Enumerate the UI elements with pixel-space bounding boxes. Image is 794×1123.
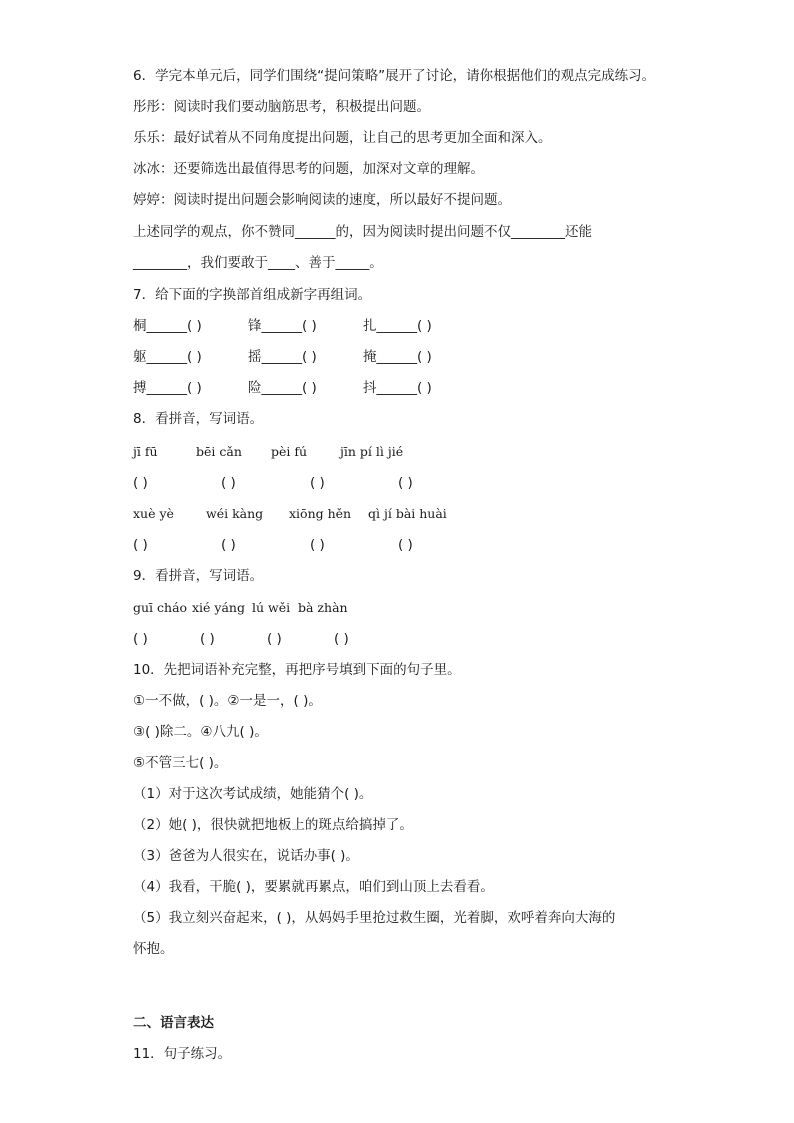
- answer-blank: ( ): [334, 631, 349, 647]
- q7-item: 锋______( ): [248, 318, 317, 334]
- answer-blank: ( ): [133, 631, 148, 647]
- q10-title: 10．先把词语补充完整，再把序号填到下面的句子里。: [133, 662, 461, 678]
- q10-sentence-3: （3）爸爸为人很实在，说话办事( )。: [133, 848, 359, 864]
- answer-blank: ( ): [133, 537, 148, 553]
- q7-title: 7．给下面的字换部首组成新字再组词。: [133, 287, 372, 303]
- answer-blank: ( ): [221, 475, 236, 491]
- q6-fill-line-2: ________，我们要敢于____、善于_____。: [133, 255, 383, 271]
- pinyin-text: qì jí bài huài: [368, 506, 447, 521]
- q7-item: 搏______( ): [133, 380, 202, 396]
- answer-blank: ( ): [310, 537, 325, 553]
- q10-sentence-5-cont: 怀抱。: [133, 941, 174, 957]
- q6-opinion-4: 婷婷：阅读时提出问题会影响阅读的速度，所以最好不提问题。: [133, 192, 511, 208]
- pinyin-text: xiōng hěn: [289, 506, 352, 521]
- q10-sentence-5: （5）我立刻兴奋起来，( )，从妈妈手里抢过救生圈，光着脚，欢呼着奔向大海的: [133, 910, 616, 926]
- pinyin-text: bà zhàn: [298, 600, 348, 615]
- pinyin-text: wéi kàng: [206, 506, 264, 521]
- q8-title: 8．看拼音，写词语。: [133, 411, 264, 427]
- pinyin-text: guī cháo: [133, 600, 188, 615]
- q10-idiom-line-2: ③( )除二。④八九( )。: [133, 724, 268, 740]
- pinyin-text: lú wěi: [252, 600, 291, 615]
- q6-fill-line-1: 上述同学的观点，你不赞同______的，因为阅读时提出问题不仅________还能: [133, 224, 592, 240]
- pinyin-text: jī fū: [133, 444, 158, 459]
- pinyin-text: jīn pí lì jié: [340, 444, 404, 459]
- answer-blank: ( ): [221, 537, 236, 553]
- q10-sentence-4: （4）我看，干脆( )，要累就再累点，咱们到山顶上去看看。: [133, 879, 494, 895]
- q6-intro: 6．学完本单元后，同学们围绕“提问策略”展开了讨论，请你根据他们的观点完成练习。: [133, 68, 656, 84]
- answer-blank: ( ): [133, 475, 148, 491]
- q7-item: 掩______( ): [363, 349, 432, 365]
- q7-item: 桐______( ): [133, 318, 202, 334]
- q9-title: 9．看拼音，写词语。: [133, 568, 264, 584]
- q7-item: 扎______( ): [363, 318, 432, 334]
- answer-blank: ( ): [267, 631, 282, 647]
- section-heading: 二、语言表达: [133, 1015, 214, 1031]
- q7-item: 摇______( ): [248, 349, 317, 365]
- q10-sentence-2: （2）她( )，很快就把地板上的斑点给搞掉了。: [133, 817, 413, 833]
- q10-idiom-line-1: ①一不做，( )。②一是一，( )。: [133, 693, 322, 709]
- answer-blank: ( ): [398, 537, 413, 553]
- q11-title: 11．句子练习。: [133, 1046, 232, 1062]
- pinyin-text: bēi cǎn: [196, 444, 242, 459]
- q10-sentence-1: （1）对于这次考试成绩，她能猜个( )。: [133, 786, 373, 802]
- q6-opinion-1: 彤彤：阅读时我们要动脑筋思考，积极提出问题。: [133, 99, 430, 115]
- q7-item: 险______( ): [248, 380, 317, 396]
- pinyin-text: pèi fú: [271, 444, 308, 459]
- q7-item: 抖______( ): [363, 380, 432, 396]
- answer-blank: ( ): [200, 631, 215, 647]
- pinyin-text: xié yáng: [192, 600, 245, 615]
- answer-blank: ( ): [310, 475, 325, 491]
- answer-blank: ( ): [398, 475, 413, 491]
- pinyin-text: xuè yè: [133, 506, 174, 521]
- q6-opinion-3: 冰冰：还要筛选出最值得思考的问题，加深对文章的理解。: [133, 161, 484, 177]
- q10-idiom-line-3: ⑤不管三七( )。: [133, 755, 228, 771]
- q6-opinion-2: 乐乐：最好试着从不同角度提出问题，让自己的思考更加全面和深入。: [133, 130, 552, 146]
- q7-item: 躯______( ): [133, 349, 202, 365]
